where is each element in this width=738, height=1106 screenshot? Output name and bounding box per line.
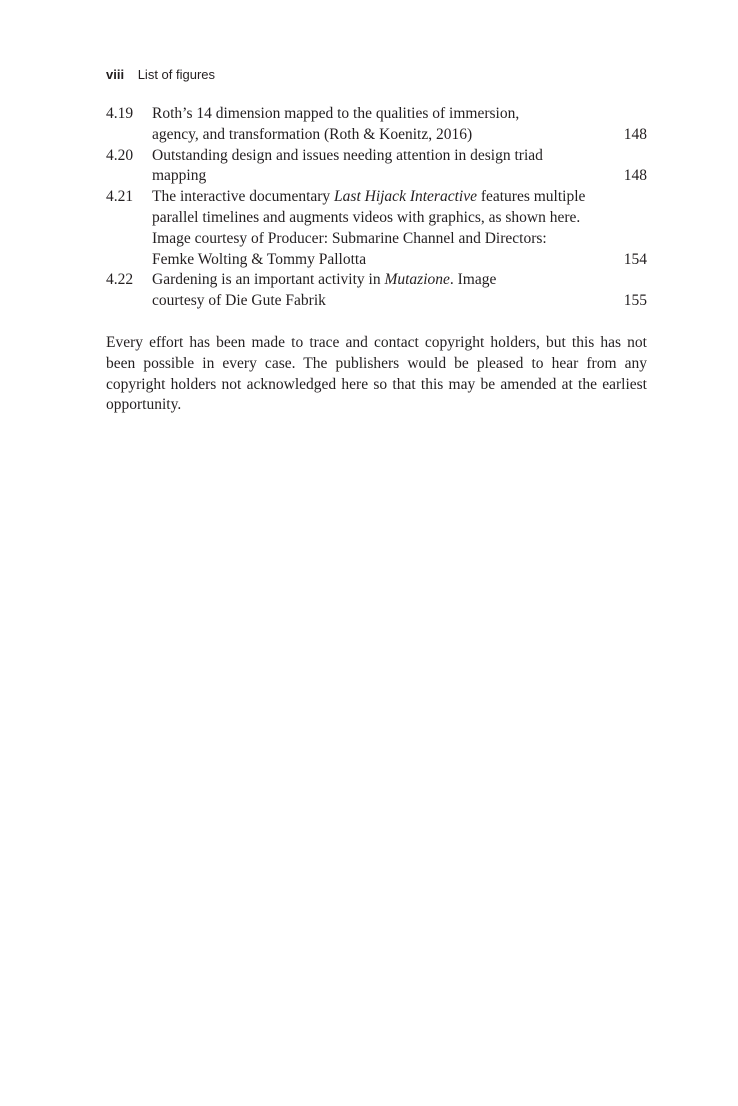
figure-caption	[152, 187, 624, 270]
caption-text: agency, and transformation (Roth & Koenitz, 2016)	[152, 125, 473, 143]
figure-number: 4.21	[106, 188, 134, 206]
caption-line	[152, 270, 616, 291]
document-page	[106, 62, 647, 432]
caption-text: . Image	[449, 271, 497, 289]
caption-line	[152, 166, 616, 187]
caption-text: Gardening is an important activity in	[152, 271, 385, 289]
caption-text: The interactive documentary	[152, 188, 335, 206]
caption-text: mapping	[152, 167, 207, 185]
page-folio: viii	[106, 67, 125, 82]
figure-page-number: 155	[623, 292, 647, 310]
copyright-notice: Every effort has been made to trace and contact copyright holders, but this has not been possible in every case. The publishers would be pleased to hear from any copyright holders not acknowledged here so that this may be amended at the earliest opportunity.	[106, 333, 647, 414]
figure-caption	[152, 146, 624, 188]
caption-line	[152, 104, 616, 125]
caption-text: Femke Wolting & Tommy Pallotta	[152, 250, 367, 268]
figure-page-number: 148	[623, 125, 647, 143]
caption-italic-title: Mutazione	[384, 271, 450, 289]
caption-line	[152, 291, 616, 312]
figure-number: 4.19	[106, 105, 134, 122]
caption-line	[152, 208, 616, 229]
caption-text: Image courtesy of Producer: Submarine Channel and Directors:	[152, 229, 547, 247]
caption-text: features multiple	[476, 188, 586, 206]
figure-entry	[106, 270, 647, 312]
caption-line	[152, 146, 616, 167]
figure-number: 4.20	[106, 146, 134, 164]
caption-text: Roth’s 14 dimension mapped to the qualities of immersion,	[152, 105, 520, 122]
figure-caption	[152, 104, 624, 146]
figure-entry	[106, 187, 647, 270]
figure-entry	[106, 104, 647, 146]
figure-list	[106, 104, 647, 312]
running-head	[106, 62, 647, 88]
caption-text: parallel timelines and augments videos with graphics, as shown here.	[152, 208, 581, 226]
figure-caption	[152, 270, 624, 312]
caption-line	[152, 187, 616, 208]
figure-entry	[106, 146, 647, 188]
caption-text: courtesy of Die Gute Fabrik	[152, 292, 326, 310]
caption-line	[152, 125, 616, 146]
caption-italic-title: Last Hijack Interactive	[334, 188, 477, 206]
figure-page-number: 154	[623, 250, 647, 268]
running-head-title: List of figures	[137, 67, 216, 82]
caption-line	[152, 229, 616, 250]
figure-number: 4.22	[106, 271, 134, 289]
caption-line	[152, 250, 616, 271]
figure-page-number: 148	[623, 167, 647, 185]
caption-text: Outstanding design and issues needing attention in design triad	[152, 146, 543, 164]
